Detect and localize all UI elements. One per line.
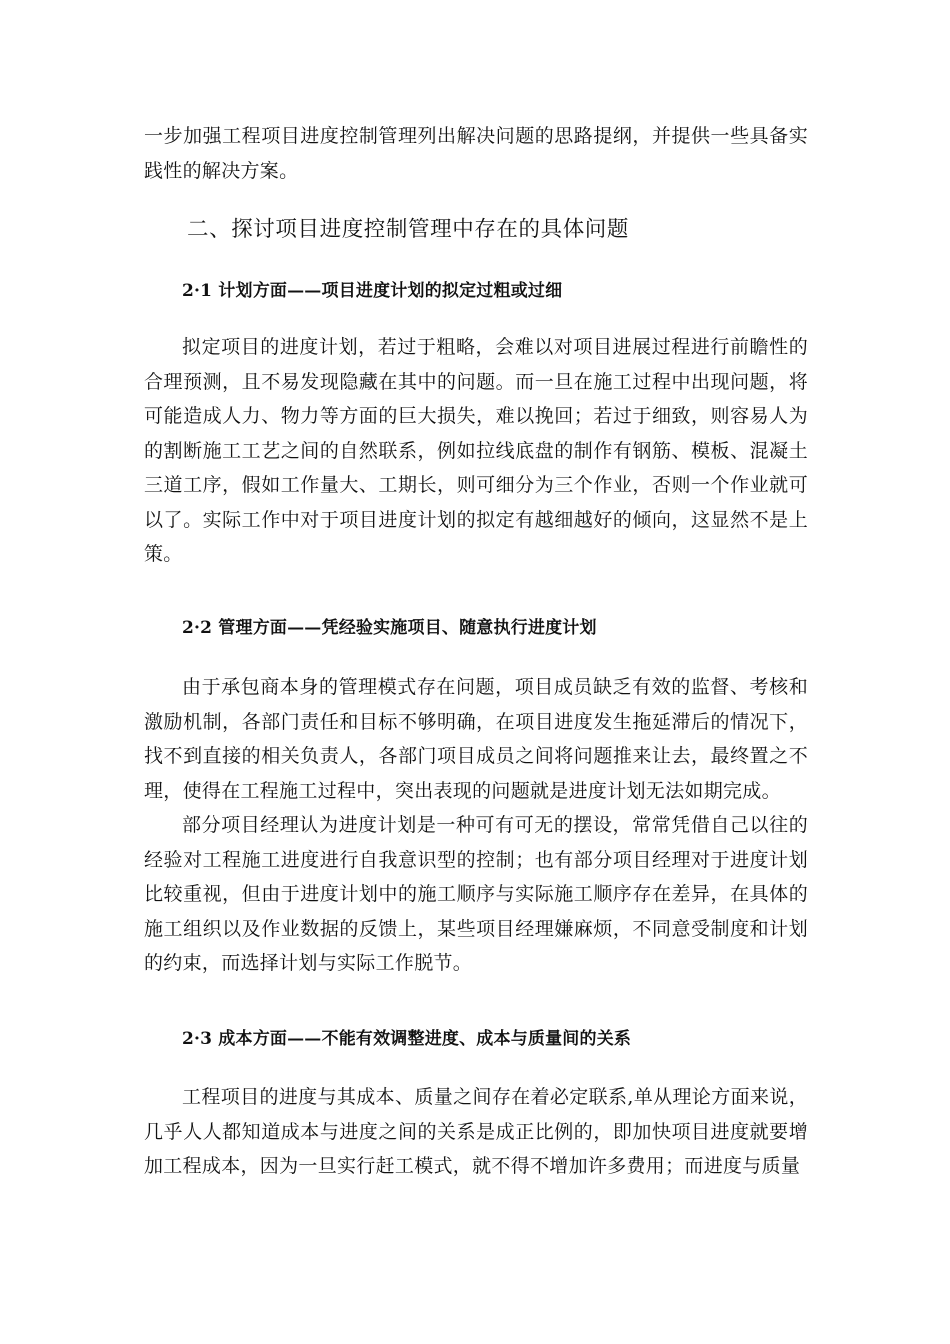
subsection-heading-2-1: 2·1 计划方面——项目进度计划的拟定过粗或过细 (182, 281, 563, 301)
paragraph-2-3-a: 工程项目的进度与其成本、质量之间存在着必定联系,单从理论方面来说，几乎人人都知道成本与进度之间的关系是成正比例的，即加快项目进度就要增加工程成本，因为一旦实行赶工模式，就不得不增加许多费用；而进度与质量 (144, 1086, 808, 1177)
paragraph-2-1-a: 拟定项目的进度计划，若过于粗略，会难以对项目进展过程进行前瞻性的合理预测，且不易发现隐藏在其中的问题。而一旦在施工过程中出现问题，将可能造成人力、物力等方面的巨大损失，难以挽回；若过于细致，则容易人为的割断施工工艺之间的自然联系，例如拉线底盘的制作有钢筋、模板、混凝土三道工序，假如工作量大、工期长，则可细分为三个作业，否则一个作业就可以了。实际工作中对于项目进度计划的拟定有越细越好的倾向，这显然不是上策。 (144, 336, 808, 565)
paragraph-2-2-b: 部分项目经理认为进度计划是一种可有可无的摆设，常常凭借自己以往的经验对工程施工进度进行自我意识型的控制；也有部分项目经理对于进度计划比较重视，但由于进度计划中的施工顺序与实际施工顺序存在差异，在具体的施工组织以及作业数据的反馈上，某些项目经理嫌麻烦，不同意受制度和计划的约束，而选择计划与实际工作脱节。 (144, 814, 808, 974)
intro-paragraph: 一步加强工程项目进度控制管理列出解决问题的思路提纲，并提供一些具备实践性的解决方案。 (144, 125, 808, 182)
paragraph-2-2-a: 由于承包商本身的管理模式存在问题，项目成员缺乏有效的监督、考核和激励机制，各部门责任和目标不够明确，在项目进度发生拖延滞后的情况下，找不到直接的相关负责人，各部门项目成员之间将问题推来让去，最终置之不理，使得在工程施工过程中，突出表现的问题就是进度计划无法如期完成。 (144, 676, 808, 802)
subsection-heading-2-2: 2·2 管理方面——凭经验实施项目、随意执行进度计划 (182, 618, 597, 638)
subsection-heading-2-3: 2·3 成本方面——不能有效调整进度、成本与质量间的关系 (182, 1029, 632, 1049)
section-heading: 二、探讨项目进度控制管理中存在的具体问题 (187, 217, 630, 242)
